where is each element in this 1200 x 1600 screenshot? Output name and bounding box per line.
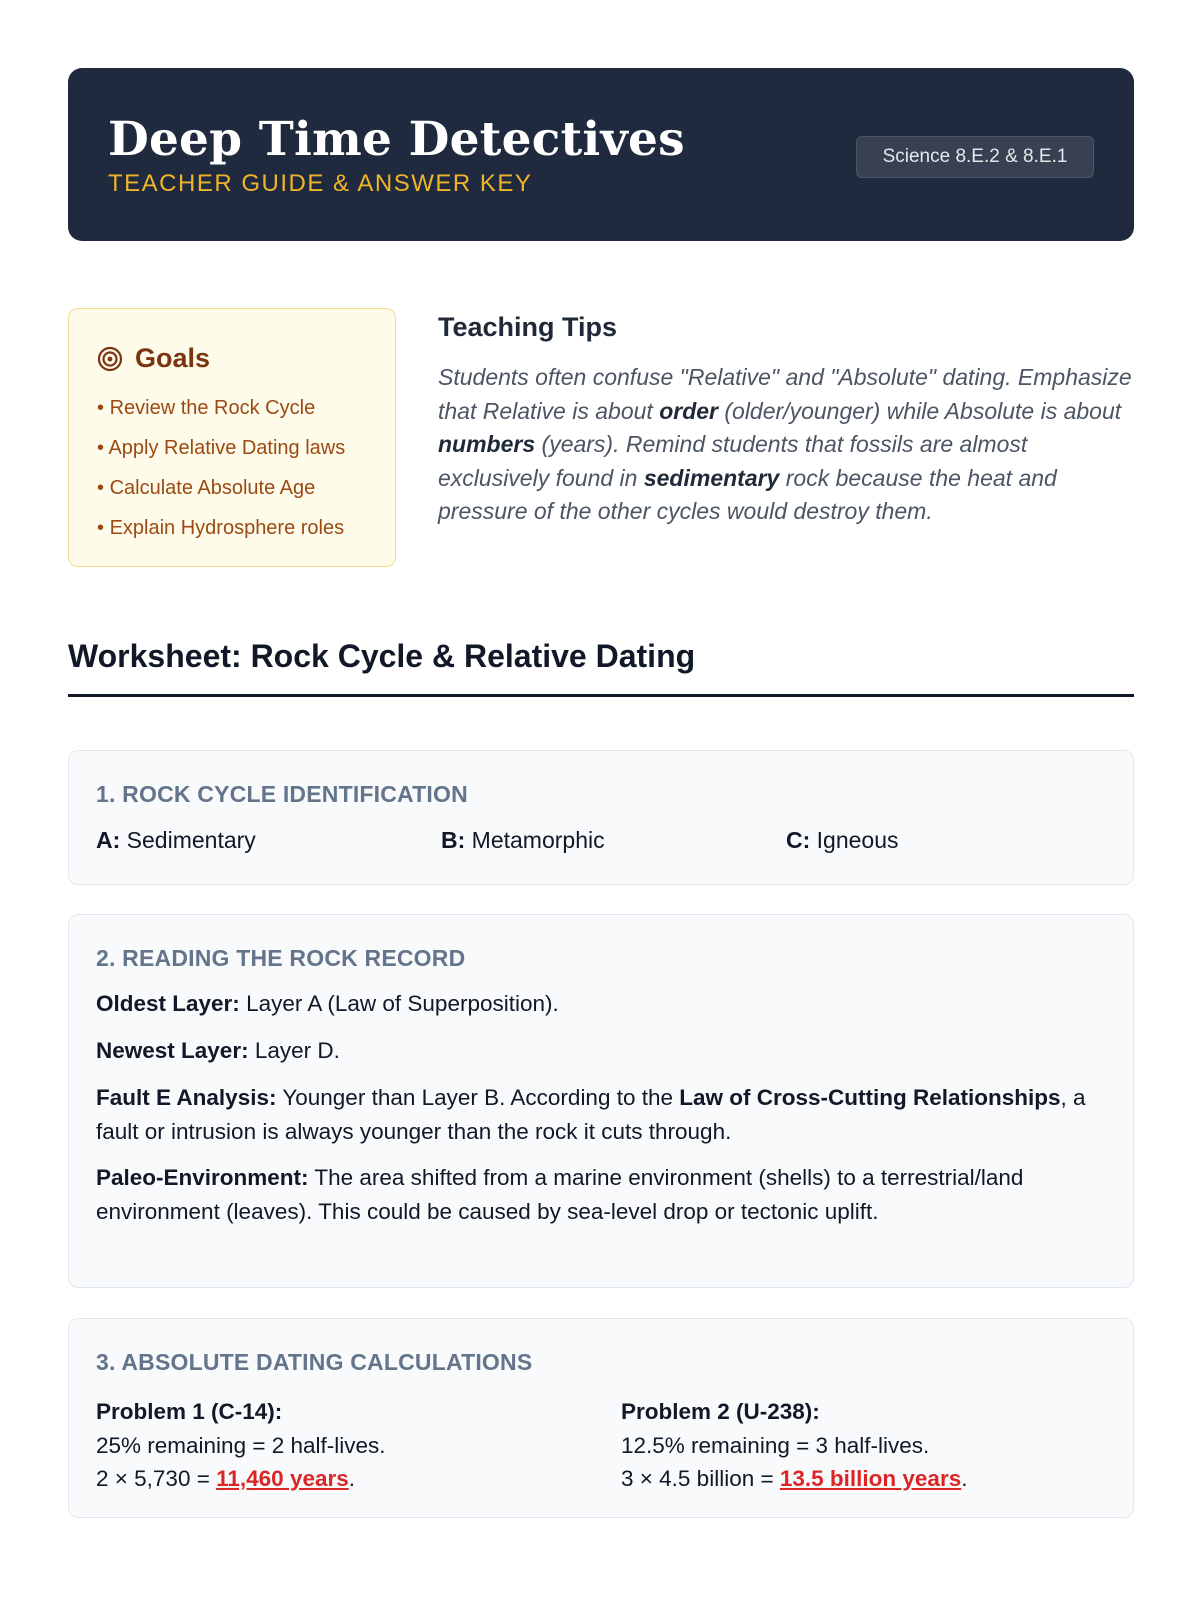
goals-heading bbox=[97, 343, 210, 374]
worksheet-title: Worksheet: Rock Cycle & Relative Dating bbox=[68, 638, 696, 674]
worksheet-divider bbox=[68, 694, 1134, 697]
rock-key: C: bbox=[786, 827, 811, 853]
tips-emphasis-numbers: numbers bbox=[438, 431, 536, 457]
section-absolute-dating bbox=[68, 1318, 1134, 1518]
rock-key: A: bbox=[96, 827, 121, 853]
rock-key: B: bbox=[441, 827, 466, 853]
goals-title: Goals bbox=[135, 343, 211, 373]
problem-step: 25% remaining = 2 half-lives. bbox=[96, 1432, 386, 1458]
answer-value: Layer D. bbox=[248, 1038, 340, 1063]
section-label: 1. ROCK CYCLE IDENTIFICATION bbox=[96, 781, 468, 807]
answer-value: Layer A (Law of Superposition). bbox=[239, 991, 559, 1016]
rock-value: Igneous bbox=[810, 827, 899, 853]
goal-item: • Explain Hydrosphere roles bbox=[97, 515, 345, 555]
goal-item: • Apply Relative Dating laws bbox=[97, 435, 345, 475]
problem-title: Problem 2 (U-238): bbox=[621, 1399, 820, 1424]
tips-text-part: (years). Remind students that fossils are almost exclusively found in bbox=[438, 431, 1028, 491]
standards-badge: Science 8.E.2 & 8.E.1 bbox=[856, 136, 1094, 178]
result-prefix: 2 × 5,730 = bbox=[96, 1466, 217, 1491]
rock-value: Metamorphic bbox=[465, 827, 605, 853]
section-label: 2. READING THE ROCK RECORD bbox=[96, 945, 466, 971]
tips-emphasis-order: order bbox=[659, 397, 718, 424]
answer-value: Younger than Layer B. According to the bbox=[276, 1085, 680, 1110]
paleo-environment-answer bbox=[96, 1161, 1086, 1228]
rock-answer-c bbox=[786, 827, 899, 854]
answer-value: 11,460 years bbox=[216, 1466, 349, 1491]
page-subtitle: TEACHER GUIDE & ANSWER KEY bbox=[108, 170, 533, 197]
page-title: Deep Time Detectives bbox=[108, 112, 685, 167]
target-icon bbox=[97, 346, 123, 372]
problem-step: 12.5% remaining = 3 half-lives. bbox=[621, 1432, 930, 1458]
answer-key: Fault E Analysis: bbox=[96, 1085, 277, 1110]
problem-title: Problem 1 (C-14): bbox=[96, 1399, 283, 1424]
tips-emphasis-sedimentary: sedimentary bbox=[643, 464, 780, 491]
section-label: 3. ABSOLUTE DATING CALCULATIONS bbox=[96, 1349, 533, 1375]
section-rock-record bbox=[68, 914, 1134, 1288]
oldest-layer-answer bbox=[96, 987, 1086, 1021]
law-name: Law of Cross-Cutting Relationships bbox=[679, 1085, 1061, 1110]
answer-key: Oldest Layer: bbox=[96, 991, 240, 1016]
problem-1 bbox=[96, 1395, 386, 1496]
answer-key: Newest Layer: bbox=[96, 1038, 249, 1063]
result-prefix: 3 × 4.5 billion = bbox=[621, 1466, 780, 1491]
problem-result bbox=[96, 1462, 386, 1496]
problem-result bbox=[621, 1462, 967, 1496]
page-header bbox=[68, 68, 1134, 241]
rock-answer-a bbox=[96, 827, 256, 854]
answer-value: , a fault or intrusion is always younger than the rock it cuts through. bbox=[96, 1085, 1086, 1144]
answer-value: 13.5 billion years bbox=[779, 1466, 962, 1491]
result-suffix: . bbox=[961, 1466, 968, 1491]
fault-analysis-answer bbox=[96, 1081, 1086, 1148]
tips-text-part: (older/younger) while Absolute is about bbox=[717, 397, 1122, 424]
goals-card bbox=[68, 308, 396, 567]
newest-layer-answer bbox=[96, 1034, 1086, 1068]
tips-text-part: rock because the heat and pressure of the other cycles would destroy them. bbox=[438, 464, 1057, 524]
tips-title: Teaching Tips bbox=[438, 312, 618, 342]
problem-2 bbox=[621, 1395, 967, 1496]
rock-answer-b bbox=[441, 827, 605, 854]
tips-text-part: Students often confuse "Relative" and "Absolute" dating. Emphasize that Relative is about bbox=[438, 364, 1132, 424]
goal-item: • Calculate Absolute Age bbox=[97, 475, 345, 515]
section-rock-cycle bbox=[68, 750, 1134, 885]
result-suffix: . bbox=[348, 1466, 356, 1491]
tips-text bbox=[438, 361, 1134, 529]
goals-list bbox=[97, 395, 345, 555]
rock-value: Sedimentary bbox=[120, 827, 256, 853]
goal-item: • Review the Rock Cycle bbox=[97, 395, 345, 435]
answer-value: The area shifted from a marine environment (shells) to a terrestrial/land environment (leaves). This could be caused by sea-level drop or tectonic uplift. bbox=[96, 1165, 1024, 1224]
answer-key: Paleo-Environment: bbox=[96, 1165, 309, 1190]
teaching-tips bbox=[438, 312, 1134, 529]
